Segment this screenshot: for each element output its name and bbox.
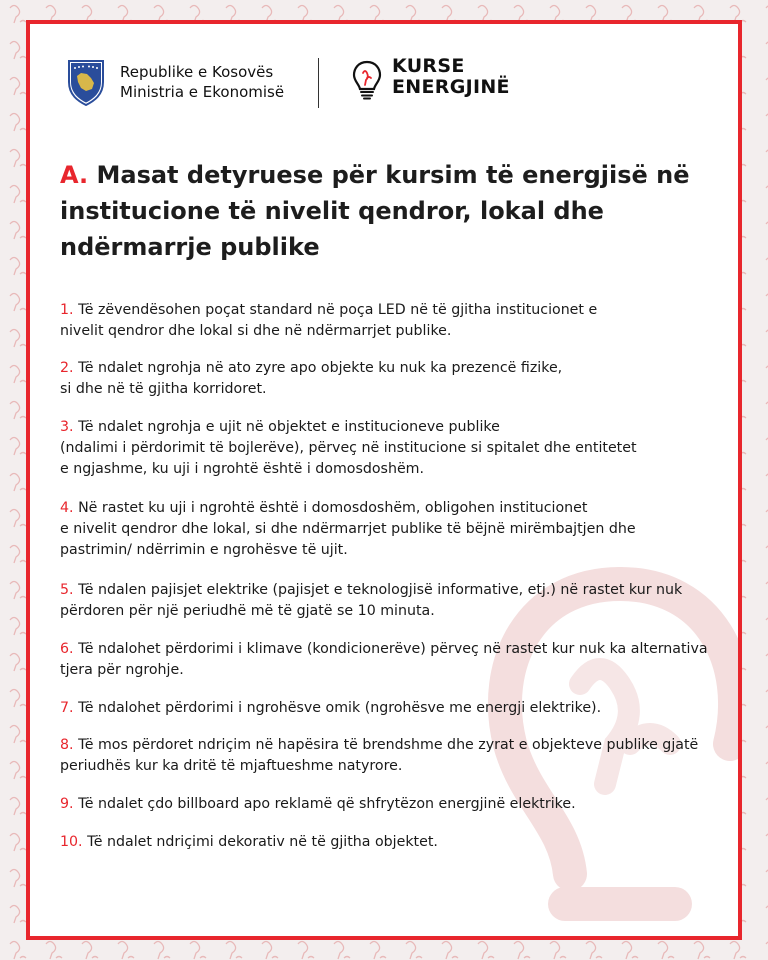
header xyxy=(66,55,626,118)
item-text-line: tjera për ngrohje. xyxy=(60,662,184,678)
list-item xyxy=(60,794,576,815)
item-text-line: Të ndalet ngrohja e ujit në objektet e institucioneve publike xyxy=(78,419,500,435)
kosovo-coat-of-arms-icon xyxy=(66,58,106,106)
list-item xyxy=(60,580,682,622)
item-text-line: Të zëvendësohen poçat standard në poça LED në të gjitha institucionet e xyxy=(78,302,598,318)
brand-line-1: KURSE xyxy=(392,55,465,77)
item-number: 3. xyxy=(60,419,74,435)
campaign-brand xyxy=(392,56,510,98)
item-number: 6. xyxy=(60,641,74,657)
item-number: 10. xyxy=(60,834,83,850)
gov-line-1: Republike e Kosovës xyxy=(120,63,274,81)
list-item xyxy=(60,639,708,681)
header-divider xyxy=(318,58,319,108)
list-item xyxy=(60,735,698,777)
brand-line-2: ENERGJINË xyxy=(392,76,510,98)
item-text-line: si dhe në të gjitha korridoret. xyxy=(60,381,267,397)
item-text-line: Të ndalet çdo billboard apo reklamë që shfrytëzon energjinë elektrike. xyxy=(78,796,576,812)
item-text-line: Të ndalet ngrohja në ato zyre apo objekte ku nuk ka prezencë fizike, xyxy=(78,360,563,376)
section-letter: A. xyxy=(60,161,89,189)
list-item xyxy=(60,498,636,561)
item-text-line: Të ndalohet përdorimi i ngrohësve omik (ngrohësve me energji elektrike). xyxy=(78,700,602,716)
item-number: 4. xyxy=(60,500,74,516)
item-text-line: Të ndalet ndriçimi dekorativ në të gjitha objektet. xyxy=(87,834,438,850)
item-text-line: periudhës kur ka dritë të mjaftueshme natyrore. xyxy=(60,758,403,774)
item-text-line: përdoren për një periudhë më të gjatë se 10 minuta. xyxy=(60,603,435,619)
item-text-line: (ndalimi i përdorimit të bojlerëve), përveç në institucione si spitalet dhe entitetet xyxy=(60,440,637,456)
list-item xyxy=(60,832,438,853)
item-number: 7. xyxy=(60,700,74,716)
item-number: 9. xyxy=(60,796,74,812)
list-item xyxy=(60,698,601,719)
list-item xyxy=(60,358,562,400)
item-text-line: pastrimin/ ndërrimin e ngrohësve të ujit. xyxy=(60,542,348,558)
content-card xyxy=(26,20,742,940)
item-number: 2. xyxy=(60,360,74,376)
page-title xyxy=(60,157,720,265)
item-text-line: Të ndalohet përdorimi i klimave (kondicionerëve) përveç në rastet kur nuk ka alternativa xyxy=(78,641,708,657)
list-item xyxy=(60,300,597,342)
item-text-line: e ngjashme, ku uji i ngrohtë është i domosdoshëm. xyxy=(60,461,425,477)
item-text-line: e nivelit qendror dhe lokal, si dhe ndërmarrjet publike të bëjnë mirëmbajtjen dhe xyxy=(60,521,636,537)
section-title-text: Masat detyruese për kursim të energjisë në institucione të nivelit qendror, lokal dhe ndërmarrje publike xyxy=(60,161,690,261)
item-text-line: Në rastet ku uji i ngrohtë është i domosdoshëm, obligohen institucionet xyxy=(78,500,588,516)
government-name xyxy=(120,62,284,102)
lightbulb-icon xyxy=(352,60,382,100)
list-item xyxy=(60,417,637,480)
item-number: 8. xyxy=(60,737,74,753)
item-text-line: nivelit qendror dhe lokal si dhe në ndërmarrjet publike. xyxy=(60,323,452,339)
item-number: 5. xyxy=(60,582,74,598)
item-text-line: Të mos përdoret ndriçim në hapësira të brendshme dhe zyrat e objekteve publike gjatë xyxy=(78,737,699,753)
gov-line-2: Ministria e Ekonomisë xyxy=(120,83,285,101)
item-number: 1. xyxy=(60,302,74,318)
item-text-line: Të ndalen pajisjet elektrike (pajisjet e teknologjisë informative, etj.) në rastet kur nuk xyxy=(78,582,683,598)
